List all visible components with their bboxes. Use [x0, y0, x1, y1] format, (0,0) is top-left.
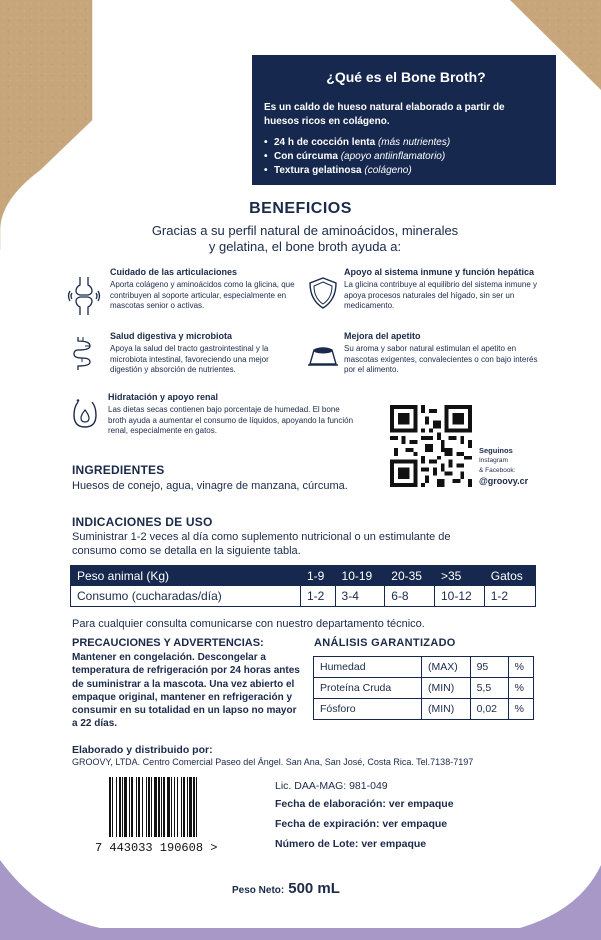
- barcode: [95, 777, 258, 852]
- indicaciones-title: INDICACIONES DE USO: [72, 515, 213, 529]
- table-cell: (MIN): [422, 678, 471, 699]
- table-cell: (MAX): [422, 657, 471, 678]
- table-cell: 5,5: [470, 678, 508, 699]
- consulta-note: Para cualquier consulta comunicarse con nuestro departamento técnico.: [72, 618, 425, 630]
- elaborado-text: GROOVY, LTDA. Centro Comercial Paseo del Ángel. San Ana, San José, Costa Rica. Tel.7138-7197: [72, 757, 474, 767]
- benefit-text: Su aroma y sabor natural estimulan el apetito en mascotas exigentes, convalecientes o con bajo interés por el alimento.: [344, 344, 538, 374]
- numero-lote: Número de Lote: ver empaque: [275, 838, 427, 850]
- benefit-joints: [110, 267, 300, 312]
- table-row: [71, 586, 536, 607]
- shield-icon: [308, 276, 338, 310]
- social-label: Seguinos: [479, 446, 513, 455]
- water-drop-icon: [70, 398, 100, 430]
- table-cell: Consumo (cucharadas/día): [71, 586, 301, 607]
- table-header: Gatos: [484, 566, 535, 586]
- table-cell: %: [508, 678, 533, 699]
- table-cell: 10-12: [435, 586, 485, 607]
- benefit-immune: [344, 267, 549, 312]
- table-cell: %: [508, 699, 533, 720]
- benefit-text: Las dietas secas contienen bajo porcentaje de humedad. El bone broth ayuda a aumentar el consumo de líquidos, apoyando la función renal, especialmente en gatos.: [108, 405, 354, 435]
- social-facebook: & Facebook:: [479, 467, 516, 474]
- peso-neto: [232, 880, 340, 898]
- list-item: • Con cúrcuma (apoyo antiinflamatorio): [264, 150, 542, 164]
- table-header: 1-9: [301, 566, 336, 586]
- benefit-text: La glicina contribuye al equilibrio del sistema inmune y apoya procesos naturales del hígado, sin ser un medicamento.: [344, 280, 537, 310]
- benefit-title: Mejora del apetito: [344, 331, 421, 341]
- table-header: 20-35: [385, 566, 435, 586]
- table-cell: 6-8: [385, 586, 435, 607]
- license: Lic. DAA-MAG: 981-049: [275, 780, 388, 792]
- barcode-digits: 7 443033 190608 >: [95, 841, 218, 852]
- peso-value: 500 mL: [288, 880, 340, 897]
- precauciones-text: Mantener en congelación. Descongelar a temperatura de refrigeración por 24 horas antes de suministrar a la mascota. Una vez abierto el empaque original, mantener en refrigeración y consumir en su totalidad en un lapso no mayor a 22 días.: [72, 652, 300, 730]
- peso-label: Peso Neto:: [232, 885, 285, 896]
- table-cell: 1-2: [484, 586, 535, 607]
- table-cell: 1-2: [301, 586, 336, 607]
- what-is-list: [264, 136, 542, 178]
- fecha-elaboracion: Fecha de elaboración: ver empaque: [275, 798, 454, 810]
- analisis-title: ANÁLISIS GARANTIZADO: [314, 637, 456, 649]
- ingredientes-text: Huesos de conejo, agua, vinagre de manzana, cúrcuma.: [72, 480, 348, 492]
- precauciones-title: PRECAUCIONES Y ADVERTENCIAS:: [72, 637, 264, 649]
- benefit-text: Apoya la salud del tracto gastrointestinal y la microbiota intestinal, favoreciendo una mejor digestión y absorción de nutrientes.: [110, 344, 269, 374]
- table-row: [71, 566, 536, 586]
- table-header: >35: [435, 566, 485, 586]
- qr-code[interactable]: [390, 405, 472, 487]
- benefit-text: Aporta colágeno y aminoácidos como la glicina, que contribuyen al soporte articular, especialmente en mascotas senior o activas.: [110, 280, 295, 310]
- what-is-intro: Es un caldo de hueso natural elaborado a partir de huesos ricos en colágeno.: [264, 102, 505, 127]
- social-instagram: Instagram: [479, 457, 508, 464]
- what-is-title: ¿Qué es el Bone Broth?: [326, 69, 486, 85]
- fecha-expiracion: Fecha de expiración: ver empaque: [275, 818, 448, 830]
- table-header: 10-19: [335, 566, 385, 586]
- intestine-icon: [70, 335, 96, 371]
- ingredientes-title: INGREDIENTES: [72, 463, 165, 477]
- table-cell: 3-4: [335, 586, 385, 607]
- benefit-title: Cuidado de las articulaciones: [110, 267, 238, 277]
- joint-icon: [66, 275, 102, 317]
- benefit-hydration: [108, 392, 358, 437]
- bowl-icon: [306, 344, 340, 368]
- table-row: [314, 678, 534, 699]
- list-item: • Textura gelatinosa (colágeno): [264, 164, 542, 178]
- dosage-table: [70, 565, 536, 607]
- beneficios-title: BENEFICIOS: [249, 200, 352, 217]
- analisis-table: [313, 656, 534, 720]
- table-cell: Humedad: [314, 657, 422, 678]
- what-is-box: [252, 55, 556, 185]
- elaborado-title: Elaborado y distribuido por:: [72, 744, 213, 756]
- table-cell: Proteína Cruda: [314, 678, 422, 699]
- indicaciones-text: Suministrar 1-2 veces al día como suplemento nutricional o un estimulante de consumo como se detalla en la siguiente tabla.: [72, 531, 451, 557]
- benefit-appetite: [344, 331, 549, 376]
- table-row: [314, 699, 534, 720]
- table-cell: (MIN): [422, 699, 471, 720]
- table-cell: 0,02: [470, 699, 508, 720]
- table-row: [314, 657, 534, 678]
- list-item: • 24 h de cocción lenta (más nutrientes): [264, 136, 542, 150]
- table-cell: 95: [470, 657, 508, 678]
- benefit-title: Salud digestiva y microbiota: [110, 331, 233, 341]
- benefit-digestive: [110, 331, 300, 376]
- social-block: [479, 446, 528, 486]
- beneficios-subtitle: Gracias a su perfil natural de aminoácidos, minerales y gelatina, el bone broth ayuda a:: [151, 223, 459, 254]
- table-header: Peso animal (Kg): [71, 566, 301, 586]
- table-cell: Fósforo: [314, 699, 422, 720]
- benefit-title: Hidratación y apoyo renal: [108, 392, 219, 402]
- social-handle[interactable]: @groovy.cr: [479, 476, 529, 486]
- benefit-title: Apoyo al sistema inmune y función hepática: [344, 267, 535, 277]
- table-cell: %: [508, 657, 533, 678]
